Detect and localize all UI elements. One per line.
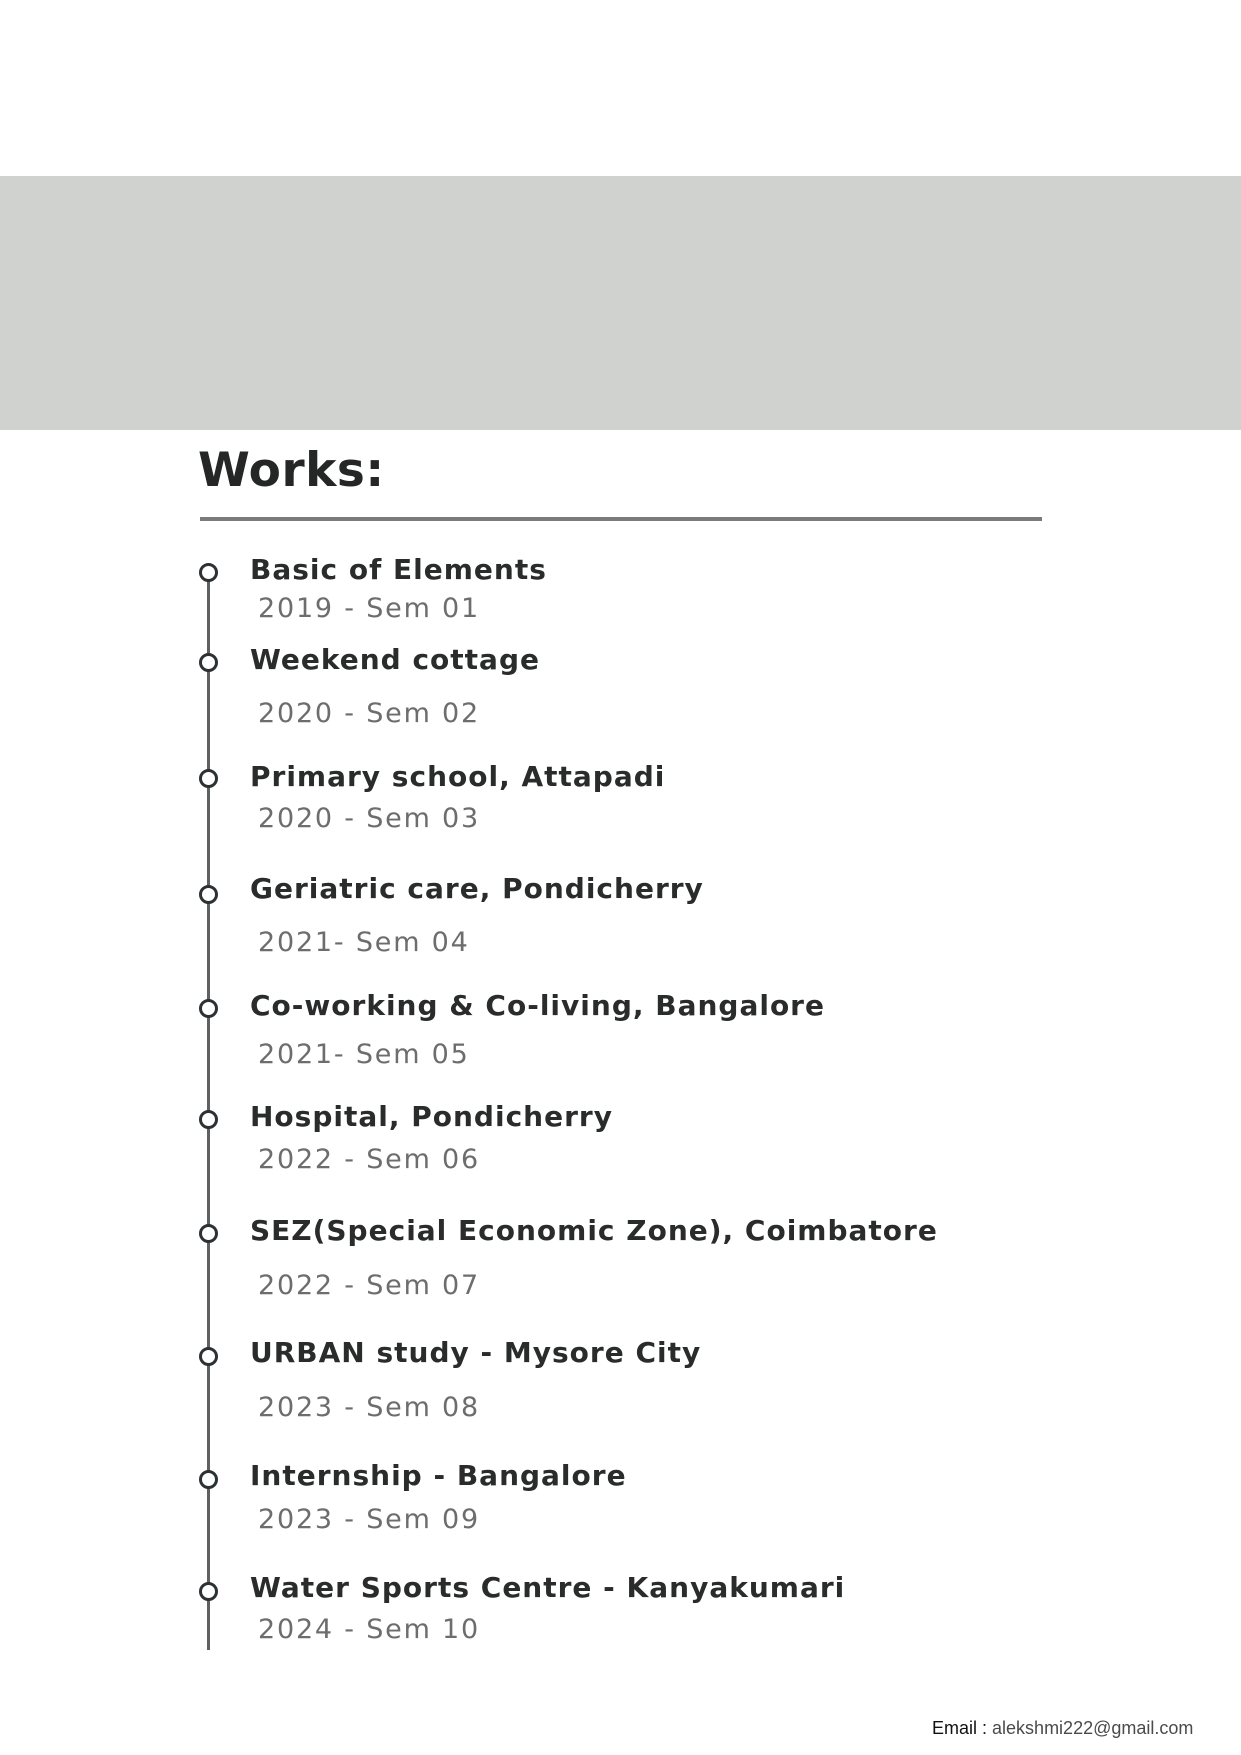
work-title: Weekend cottage [250,643,540,676]
timeline-dot-icon [199,999,218,1018]
work-title: Basic of Elements [250,553,547,586]
work-title: Hospital, Pondicherry [250,1100,613,1133]
work-title: URBAN study - Mysore City [250,1336,702,1369]
timeline-dot-icon [199,769,218,788]
work-title: SEZ(Special Economic Zone), Coimbatore [250,1214,938,1247]
work-date: 2023 - Sem 08 [258,1392,481,1423]
work-date: 2022 - Sem 07 [258,1270,481,1301]
work-date: 2019 - Sem 01 [258,593,481,624]
header-banner [0,176,1241,430]
work-date: 2020 - Sem 02 [258,698,481,729]
heading-divider [200,517,1042,521]
work-date: 2023 - Sem 09 [258,1504,481,1535]
timeline-dot-icon [199,653,218,672]
timeline-dot-icon [199,1347,218,1366]
email-label: Email : [932,1718,988,1738]
work-title: Internship - Bangalore [250,1459,627,1492]
work-date: 2021- Sem 04 [258,927,470,958]
timeline-dot-icon [199,1110,218,1129]
work-title: Primary school, Attapadi [250,760,666,793]
work-title: Geriatric care, Pondicherry [250,872,704,905]
work-title: Water Sports Centre - Kanyakumari [250,1571,846,1604]
work-date: 2020 - Sem 03 [258,803,481,834]
timeline-dot-icon [199,563,218,582]
section-heading: Works: [198,443,385,498]
timeline-dot-icon [199,1224,218,1243]
work-date: 2024 - Sem 10 [258,1614,481,1645]
work-title: Co-working & Co-living, Bangalore [250,989,825,1022]
footer-contact [932,1717,1193,1739]
work-date: 2022 - Sem 06 [258,1144,481,1175]
email-address[interactable]: alekshmi222@gmail.com [992,1718,1194,1738]
timeline-dot-icon [199,1470,218,1489]
timeline-dot-icon [199,1582,218,1601]
timeline-dot-icon [199,885,218,904]
work-date: 2021- Sem 05 [258,1039,470,1070]
